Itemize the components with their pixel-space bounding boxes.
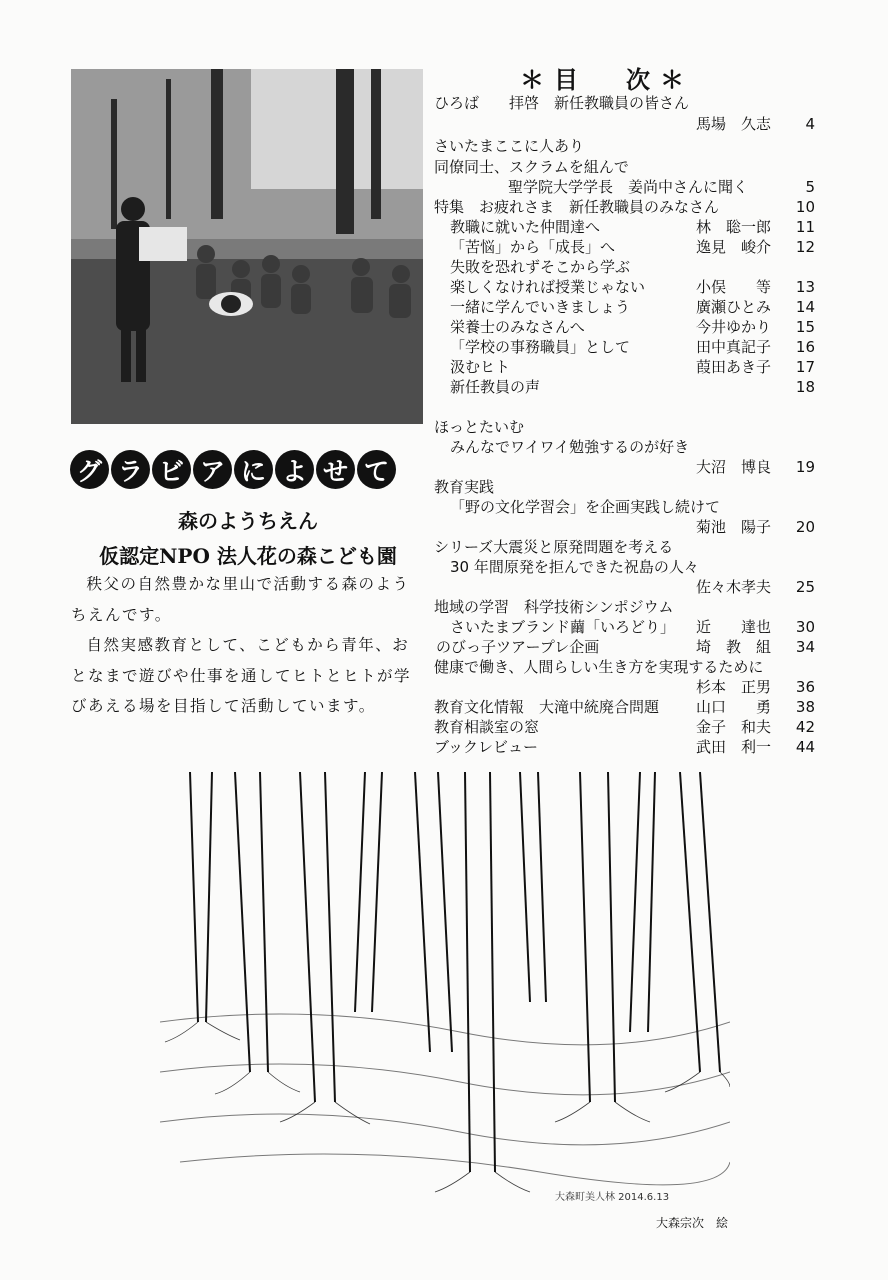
gravure-char: よ [275, 450, 314, 489]
toc-entry-page: 38 [795, 698, 815, 716]
toc-entry-page: 13 [795, 278, 815, 296]
toc-entry-page: 36 [795, 678, 815, 696]
toc-star: ＊ [660, 66, 684, 94]
gravure-char: せ [316, 450, 355, 489]
toc-entry-page: 5 [805, 178, 815, 196]
toc-entry-title: ブックレビュー [434, 738, 538, 756]
toc-entry-title: 教育相談室の窓 [434, 718, 540, 736]
gravure-paragraph: 自然実感教育として、こどもから青年、おとなまで遊びや仕事を通してヒトとヒトが学びあえる場を目指して活動しています。 [71, 636, 412, 715]
toc-entry-author: 小俣 等 [696, 278, 772, 296]
toc-entry-title: 栄養士のみなさんへ [450, 318, 585, 336]
toc-entry-author: 武田 利一 [696, 738, 772, 756]
forest-illustration [160, 772, 730, 1212]
gravure-char: ア [193, 450, 232, 489]
toc-entry-title: 新任教員の声 [450, 378, 541, 396]
toc-entry-title: 楽しくなければ授業じゃない [450, 278, 646, 296]
toc-entry-page: 16 [795, 338, 815, 356]
toc-entry-title: 30 年間原発を拒んできた祝島の人々 [450, 558, 699, 576]
gravure-org: 仮認定NPO 法人花の森こども園 [99, 544, 397, 568]
illustration-credit: 大森宗次 絵 [656, 1216, 729, 1230]
toc-entry-page: 15 [795, 318, 815, 336]
toc-entry-page: 4 [805, 115, 815, 133]
toc-entry-title: 教職に就いた仲間達へ [450, 218, 601, 236]
toc-star: ＊ [520, 66, 544, 94]
toc-entry-title: 一緒に学んでいきましょう [450, 298, 631, 316]
toc-entry-author: 逸見 峻介 [696, 238, 772, 256]
toc-entry-author: 林 聡一郎 [696, 218, 772, 236]
toc-entry-author: 馬場 久志 [696, 115, 772, 133]
toc-entry-title: 特集 お疲れさま 新任教職員のみなさん [434, 198, 720, 216]
toc-entry-author: 葭田あき子 [696, 358, 772, 376]
toc-entry-author: 山口 勇 [696, 698, 772, 716]
toc-entry-title: さいたまここに人あり [434, 137, 585, 155]
toc-entry-author: 菊池 陽子 [696, 518, 772, 536]
toc-entry-title: ほっとたいむ [434, 418, 525, 436]
toc-entry-title: 「学校の事務職員」として [450, 338, 631, 356]
toc-entry-page: 20 [795, 518, 815, 536]
gravure-char: ラ [111, 450, 150, 489]
toc-entry-author: 廣瀬ひとみ [696, 298, 772, 316]
toc-entry-page: 44 [795, 738, 815, 756]
toc-entry-page: 34 [795, 638, 815, 656]
toc-entry-title: 教育文化情報 大滝中統廃合問題 [434, 698, 660, 716]
toc-entry-author: 埼 教 組 [696, 638, 772, 656]
toc-entry-author: 佐々木孝夫 [696, 578, 772, 596]
toc-entry-page: 11 [795, 218, 815, 236]
toc-entry-author: 杉本 正男 [696, 678, 772, 696]
toc-entry-title: 「苦悩」から「成長」へ [450, 238, 616, 256]
toc-entry-page: 30 [795, 618, 815, 636]
gravure-paragraph: 秩父の自然豊かな里山で活動する森のようちえんです。 [71, 575, 410, 624]
toc-entry-title: さいたまブランド繭「いろどり」 [450, 618, 676, 636]
illustration-inscription: 大森町美人林 2014.6.13 [555, 1192, 670, 1203]
toc-entry-title: みんなでワイワイ勉強するのが好き [450, 438, 690, 456]
toc-entry-title: のびっ子ツアープレ企画 [436, 638, 600, 656]
toc-entry-title: 教育実践 [434, 478, 495, 496]
toc-entry-title: 「野の文化学習会」を企画実践し続けて [450, 498, 721, 516]
toc-entry-page: 12 [795, 238, 815, 256]
toc-entry-page: 10 [795, 198, 815, 216]
gravure-char: て [357, 450, 396, 489]
toc-entry-title: 汲むヒト [450, 358, 511, 376]
toc-entry-title: ひろば 拝啓 新任教職員の皆さん [434, 94, 690, 112]
gravure-subtitle: 森のようちえん [178, 509, 318, 533]
toc-entry-title: シリーズ大震災と原発問題を考える [434, 538, 674, 556]
toc-entry-title: 地域の学習 科学技術シンポジウム [434, 598, 674, 616]
toc-entry-page: 19 [795, 458, 815, 476]
toc-entry-title: 同僚同士、スクラムを組んで [434, 158, 629, 176]
toc-entry-author: 大沼 博良 [696, 458, 772, 476]
toc-entry-author: 今井ゆかり [696, 318, 772, 336]
toc-entry-page: 25 [795, 578, 815, 596]
toc-entry-title: 健康で働き、人間らしい生き方を実現するために [434, 658, 764, 676]
gravure-char: に [234, 450, 273, 489]
toc-entry-author: 田中真記子 [696, 338, 772, 356]
toc-entry-page: 14 [795, 298, 815, 316]
toc-title-text: 目 次 [554, 66, 650, 94]
toc-entry-page: 17 [795, 358, 815, 376]
toc-entry-author: 近 達也 [696, 618, 772, 636]
toc-entry-page: 18 [795, 378, 815, 396]
gravure-char: ビ [152, 450, 191, 489]
toc-entry-title: 失敗を恐れずそこから学ぶ [450, 258, 631, 276]
toc-entry-page: 42 [795, 718, 815, 736]
toc-entry-author: 金子 和夫 [696, 718, 772, 736]
toc-entry-title: 聖学院大学学長 姜尚中さんに聞く [508, 178, 749, 196]
gravure-char: グ [70, 450, 109, 489]
